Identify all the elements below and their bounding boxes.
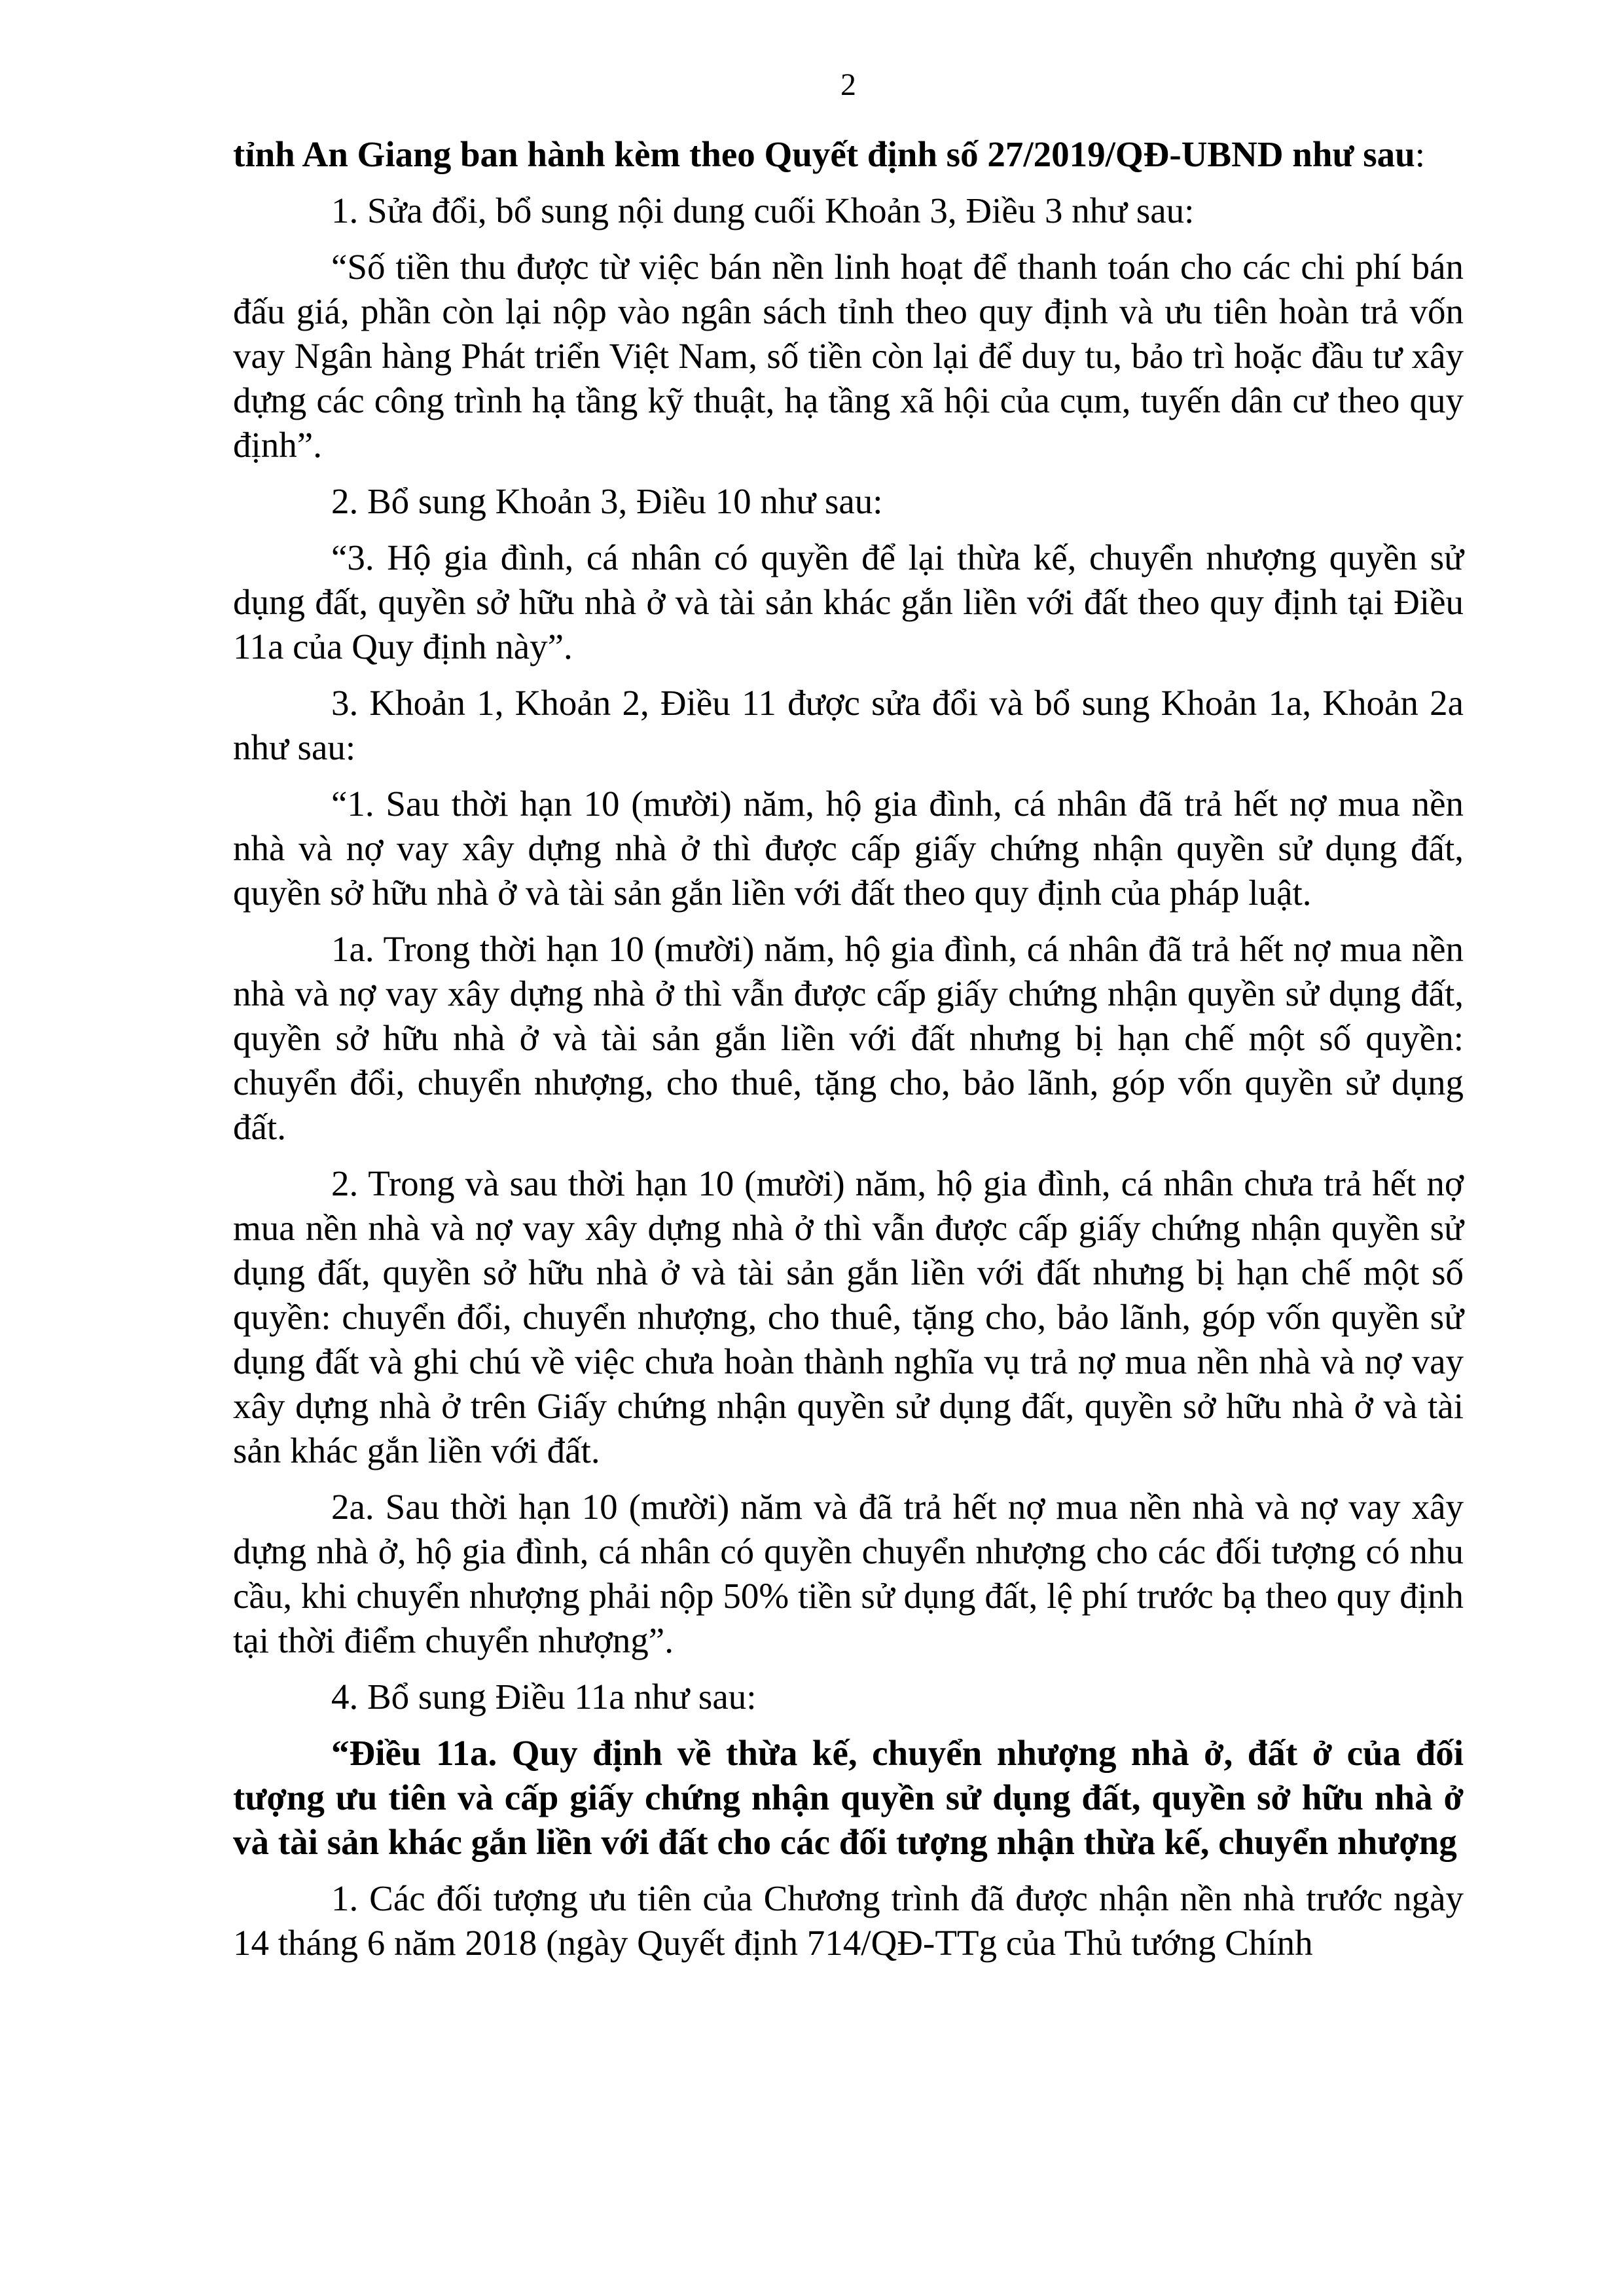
item-4-heading: 4. Bổ sung Điều 11a như sau: <box>331 1677 757 1717</box>
clause-1a: 1a. Trong thời hạn 10 (mười) năm, hộ gia đình, cá nhân đã trả hết nợ mua nền nhà và nợ vay xây dựng nhà ở thì vẫn được cấp giấy chứng nhận quyền sử dụng đất, quyền sở hữu nhà ở và tài sản gắn liền với đất nhưng bị hạn chế một số quyền: chuyển đổi, chuyển nhượng, cho thuê, tặng cho, bảo lãnh, góp vốn quyền sử dụng đất. <box>233 929 1464 1147</box>
clause-2a: 2a. Sau thời hạn 10 (mười) năm và đã trả hết nợ mua nền nhà và nợ vay xây dựng nhà ở, hộ gia đình, cá nhân có quyền chuyển nhượng cho các đối tượng có nhu cầu, khi chuyển nhượng phải nộp 50% tiền sử dụng đất, lệ phí trước bạ theo quy định tại thời điểm chuyển nhượng”. <box>233 1487 1464 1660</box>
intro-bold-text: tỉnh An Giang ban hành kèm theo Quyết định số 27/2019/QĐ-UBND như sau <box>233 134 1415 174</box>
clause-1: “1. Sau thời hạn 10 (mười) năm, hộ gia đình, cá nhân đã trả hết nợ mua nền nhà và nợ vay xây dựng nhà ở thì được cấp giấy chứng nhận quyền sử dụng đất, quyền sở hữu nhà ở và tài sản gắn liền với đất theo quy định của pháp luật. <box>233 784 1464 913</box>
item-1-quote: “Số tiền thu được từ việc bán nền linh hoạt để thanh toán cho các chi phí bán đấu giá, phần còn lại nộp vào ngân sách tỉnh theo quy định và ưu tiên hoàn trả vốn vay Ngân hàng Phát triển Việt Nam, số tiền còn lại để duy tu, bảo trì hoặc đầu tư xây dựng các công trình hạ tầng kỹ thuật, hạ tầng xã hội của cụm, tuyến dân cư theo quy định”. <box>233 247 1464 465</box>
item-3-heading: 3. Khoản 1, Khoản 2, Điều 11 được sửa đổi và bổ sung Khoản 1a, Khoản 2a như sau: <box>233 683 1464 767</box>
page-number: 2 <box>840 67 856 102</box>
article-11a-clause-1: 1. Các đối tượng ưu tiên của Chương trình đã được nhận nền nhà trước ngày 14 tháng 6 năm 2018 (ngày Quyết định 714/QĐ-TTg của Thủ tướng Chính <box>233 1878 1464 1963</box>
intro-paragraph <box>233 132 1464 177</box>
intro-colon: : <box>1415 134 1425 174</box>
article-11a-title: “Điều 11a. Quy định về thừa kế, chuyển nhượng nhà ở, đất ở của đối tượng ưu tiên và cấp giấy chứng nhận quyền sử dụng đất, quyền sở hữu nhà ở và tài sản khác gắn liền với đất cho các đối tượng nhận thừa kế, chuyển nhượng <box>233 1733 1464 1862</box>
clause-2: 2. Trong và sau thời hạn 10 (mười) năm, hộ gia đình, cá nhân chưa trả hết nợ mua nền nhà và nợ vay xây dựng nhà ở thì vẫn được cấp giấy chứng nhận quyền sử dụng đất, quyền sở hữu nhà ở và tài sản gắn liền với đất nhưng bị hạn chế một số quyền: chuyển đổi, chuyển nhượng, cho thuê, tặng cho, bảo lãnh, góp vốn quyền sử dụng đất và ghi chú về việc chưa hoàn thành nghĩa vụ trả nợ mua nền nhà và nợ vay xây dựng nhà ở trên Giấy chứng nhận quyền sử dụng đất, quyền sở hữu nhà ở và tài sản khác gắn liền với đất. <box>233 1163 1464 1470</box>
document-page <box>233 65 1464 1977</box>
item-2-heading: 2. Bổ sung Khoản 3, Điều 10 như sau: <box>331 481 883 521</box>
item-1-heading: 1. Sửa đổi, bổ sung nội dung cuối Khoản 3, Điều 3 như sau: <box>331 191 1195 230</box>
item-2-quote: “3. Hộ gia đình, cá nhân có quyền để lại thừa kế, chuyển nhượng quyền sử dụng đất, quyền sở hữu nhà ở và tài sản khác gắn liền với đất theo quy định tại Điều 11a của Quy định này”. <box>233 538 1464 666</box>
